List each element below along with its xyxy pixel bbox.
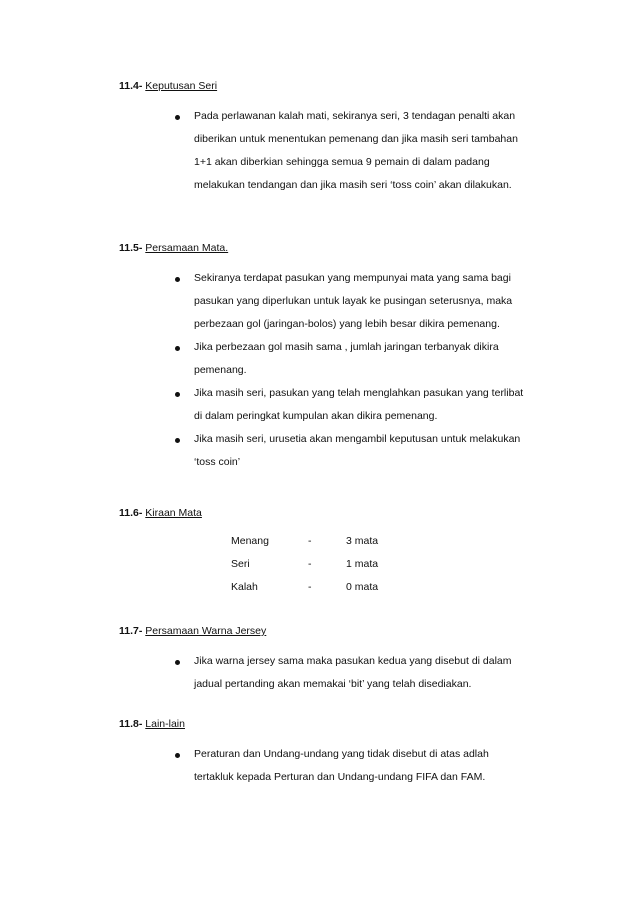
dash-cell: - — [308, 534, 312, 547]
bullet-line: Pada perlawanan kalah mati, sekiranya seri, 3 tendagan penalti akan — [194, 110, 516, 122]
table-row — [231, 552, 378, 575]
section-number: 11.8- — [119, 718, 143, 730]
section-11-4 — [119, 78, 589, 197]
bullet-line: 1+1 akan diberkian sehingga semua 9 pemain di dalam padang — [194, 156, 490, 168]
bullet-list — [119, 267, 589, 474]
table-row — [231, 529, 378, 552]
bullet-line: Jika perbezaan gol masih sama , jumlah jaringan terbanyak dikira — [194, 341, 499, 353]
points-cell: 0 mata — [346, 580, 379, 593]
bullet-line: Peraturan dan Undang-undang yang tidak disebut di atas adlah — [194, 748, 489, 760]
points-cell: 3 mata — [346, 534, 379, 547]
section-11-8 — [119, 716, 589, 789]
section-title: Keputusan Seri — [145, 80, 218, 92]
dash-cell: - — [308, 580, 312, 593]
bullet-icon — [175, 753, 180, 758]
bullet-line: diberikan untuk menentukan pemenang dan jika masih seri tambahan — [194, 133, 518, 145]
list-item — [119, 382, 589, 428]
bullet-icon — [175, 346, 180, 351]
points-table — [231, 529, 378, 598]
bullet-list — [119, 105, 589, 197]
bullet-icon — [175, 392, 180, 397]
bullet-line: pasukan yang diperlukan untuk layak ke pusingan seterusnya, maka — [194, 295, 513, 307]
section-11-7 — [119, 623, 589, 696]
section-number: 11.5- — [119, 242, 143, 254]
bullet-icon — [175, 438, 180, 443]
section-title: Persamaan Warna Jersey — [145, 625, 267, 637]
section-number: 11.6- — [119, 507, 143, 519]
bullet-list — [119, 650, 589, 696]
section-number: 11.7- — [119, 625, 143, 637]
dash-cell: - — [308, 557, 312, 570]
list-item — [119, 650, 589, 696]
section-11-6 — [119, 505, 589, 598]
section-title: Lain-lain — [145, 718, 185, 730]
bullet-line: jadual pertanding akan memakai ‘bit’ yang telah disediakan. — [194, 678, 472, 690]
bullet-line: Jika warna jersey sama maka pasukan kedua yang disebut di dalam — [194, 655, 512, 667]
section-heading — [119, 240, 589, 256]
bullet-line: Jika masih seri, urusetia akan mengambil keputusan untuk melakukan — [194, 433, 521, 445]
list-item — [119, 105, 589, 197]
list-item — [119, 743, 589, 789]
list-item — [119, 336, 589, 382]
bullet-line: perbezaan gol (jaringan-bolos) yang lebih besar dikira pemenang. — [194, 318, 500, 330]
bullet-line: pemenang. — [194, 364, 247, 376]
bullet-line: Jika masih seri, pasukan yang telah menglahkan pasukan yang terlibat — [194, 387, 524, 399]
bullet-icon — [175, 660, 180, 665]
section-heading — [119, 716, 589, 732]
bullet-line: ‘toss coin’ — [194, 456, 241, 468]
section-title: Kiraan Mata — [145, 507, 202, 519]
table-row — [231, 575, 378, 598]
bullet-icon — [175, 115, 180, 120]
bullet-line: di dalam peringkat kumpulan akan dikira pemenang. — [194, 410, 438, 422]
section-heading — [119, 505, 589, 521]
result-cell: Kalah — [231, 580, 258, 593]
points-cell: 1 mata — [346, 557, 379, 570]
section-11-5 — [119, 240, 589, 474]
section-title: Persamaan Mata. — [145, 242, 229, 254]
bullet-line: tertakluk kepada Perturan dan Undang-undang FIFA dan FAM. — [194, 771, 486, 783]
list-item — [119, 267, 589, 336]
section-number: 11.4- — [119, 80, 143, 92]
bullet-list — [119, 743, 589, 789]
list-item — [119, 428, 589, 474]
section-heading — [119, 78, 589, 94]
bullet-line: melakukan tendangan dan jika masih seri ‘toss coin’ akan dilakukan. — [194, 179, 512, 191]
bullet-icon — [175, 277, 180, 282]
result-cell: Menang — [231, 534, 269, 547]
result-cell: Seri — [231, 557, 250, 570]
bullet-line: Sekiranya terdapat pasukan yang mempunyai mata yang sama bagi — [194, 272, 511, 284]
section-heading — [119, 623, 589, 639]
